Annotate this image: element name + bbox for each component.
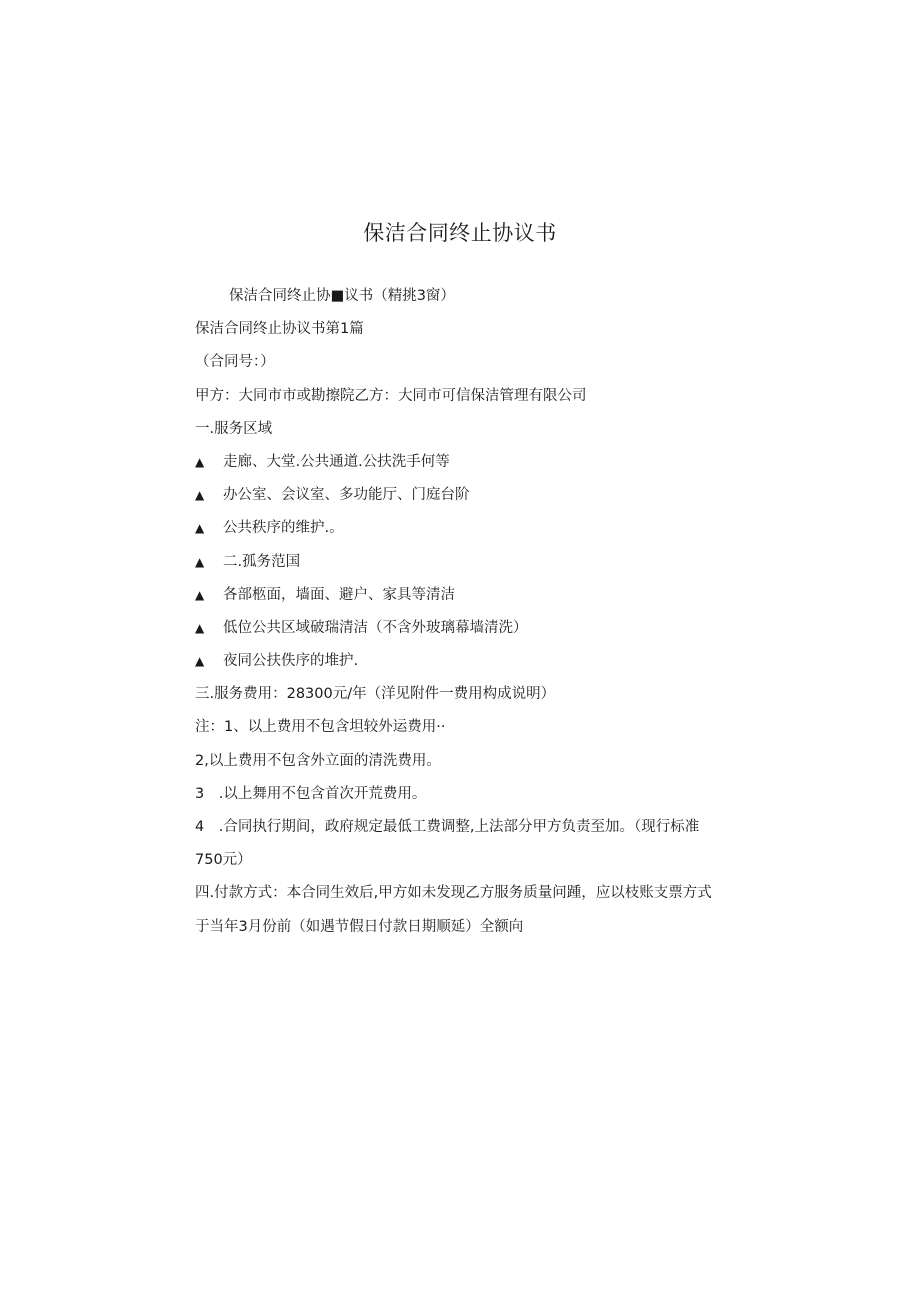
bullet-item — [195, 614, 775, 647]
triangle-bullet-icon: ▲ — [195, 454, 205, 469]
triangle-bullet-icon: ▲ — [195, 620, 205, 635]
bullet-item — [195, 548, 775, 581]
bullet-item — [195, 647, 775, 680]
note-line-4-continued: 750元） — [195, 852, 252, 869]
note-line-3: 3 .以上舞用不包含首次开荒费用。 — [195, 785, 427, 802]
triangle-bullet-icon: ▲ — [195, 554, 205, 569]
subtitle-line: 保洁合同终止协■议书（精挑3窗） — [229, 288, 455, 304]
note-line-1: 注：1、以上费用不包含坦较外运费用·· — [195, 719, 446, 736]
triangle-bullet-icon: ▲ — [195, 654, 205, 669]
bullet-text: 二.孤务范国 — [223, 553, 301, 570]
contract-number-line: （合同号：） — [195, 354, 275, 371]
bullet-text: 走廊、大堂.公共通道.公扶洗手何等 — [223, 453, 450, 470]
bullet-text: 各部柩面，墙面、避户、家具等清洁 — [223, 586, 455, 603]
note-line-4: 4 .合同执行期间，政府规定最低工费调整,上法部分甲方负责至加。（现行标准 — [195, 819, 700, 835]
triangle-bullet-icon: ▲ — [195, 521, 205, 536]
bullet-text: 夜同公扶佚序的堆护. — [223, 653, 359, 670]
triangle-bullet-icon: ▲ — [195, 587, 205, 602]
document-body — [195, 282, 775, 946]
triangle-bullet-icon: ▲ — [195, 488, 205, 503]
note-line-2: 2,以上费用不包含外立面的清洗费用。 — [195, 752, 441, 769]
payment-line: 四.付款方式：本合同生效后,甲方如未发现乙方服务质量问踵，应以枝账支票方式 — [195, 885, 712, 902]
section-heading: 保洁合同终止协议书第1篇 — [195, 321, 364, 338]
bullet-item — [195, 514, 775, 547]
bullet-item — [195, 448, 775, 481]
payment-line-continued: 于当年3月份前（如遇节假日付款日期顺延）全额向 — [195, 918, 524, 935]
parties-line: 甲方：大同市市或勘擦院乙方：大同市可信保洁管理有限公司 — [195, 387, 587, 404]
service-fee-line: 三.服务费用：28300元/年（洋见附件一费用构成说明） — [195, 686, 556, 703]
document-title: 保洁合同终止协议书 — [363, 221, 557, 245]
bullet-item — [195, 481, 775, 514]
bullet-text: 办公室、会议室、多功能厅、门庭台阶 — [223, 487, 470, 504]
bullet-text: 公共秩序的维护.。 — [223, 520, 344, 537]
service-area-heading: 一.服务区域 — [195, 420, 273, 437]
bullet-text: 低位公共区域破瑞清洁（不含外玻璃幕墙清洗） — [223, 619, 528, 636]
bullet-item — [195, 581, 775, 614]
